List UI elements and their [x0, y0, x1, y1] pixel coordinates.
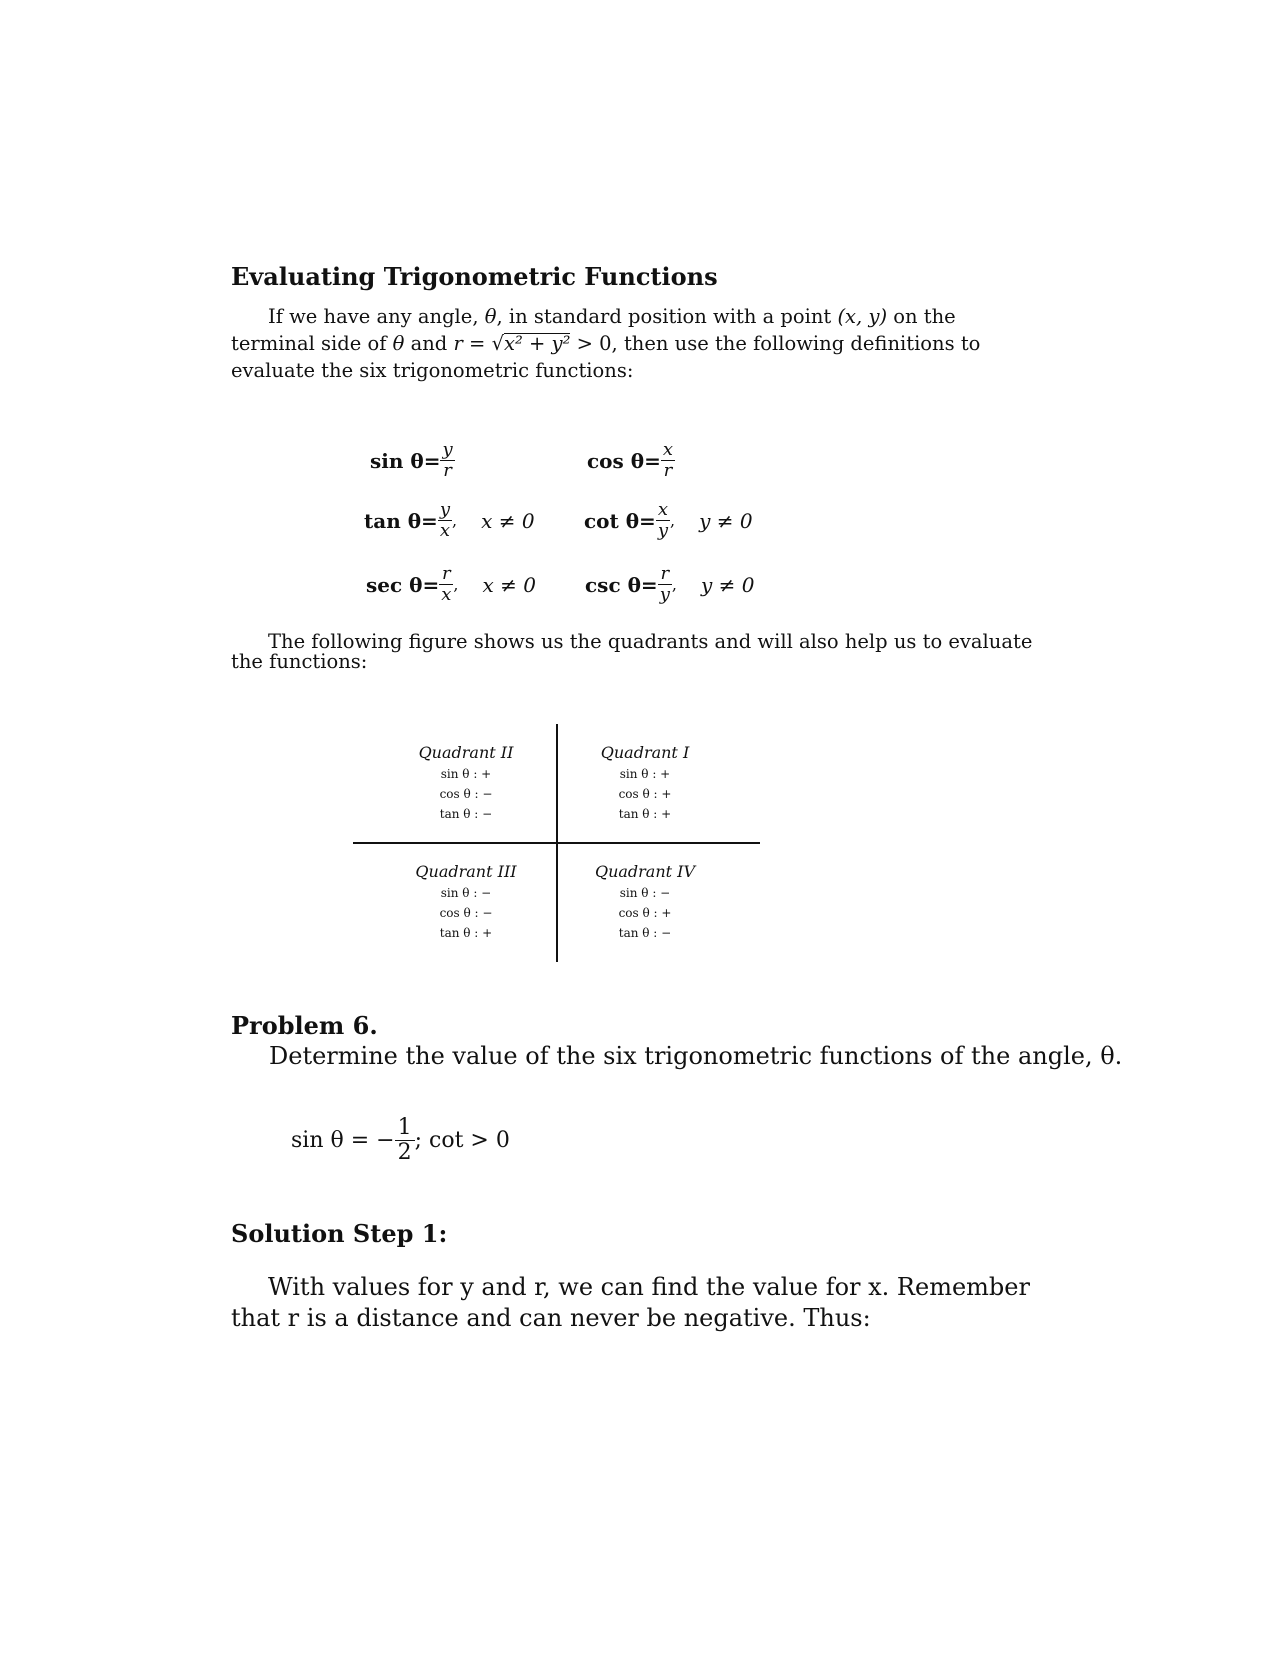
- quadrant-sin: sin θ : +: [619, 767, 671, 781]
- r-equals: r =: [453, 332, 492, 355]
- quadrant-cos: cos θ : −: [439, 906, 493, 920]
- solution-text: With values for y and r, we can find the value for x. Remember that r is a distance and can never be negative. Thus:: [231, 1273, 1030, 1332]
- equation-right: ; cot > 0: [414, 1128, 510, 1153]
- intro-paragraph: [231, 303, 1043, 384]
- sqrt-content: x² + y²: [504, 332, 571, 355]
- intro-text: , then use the following definitions to evaluate the six trigonometric functions:: [231, 332, 981, 382]
- condition: x ≠ 0: [482, 572, 536, 597]
- quadrant-title: Quadrant II: [418, 743, 514, 762]
- quadrant-tan: tan θ : +: [618, 807, 672, 821]
- definition-csc: csc θ= $\frac{r}{y}$ , y ≠ 0: [585, 563, 755, 605]
- fraction: $\frac{r}{y}$: [659, 563, 670, 605]
- definition-sin: [370, 440, 455, 481]
- condition: y ≠ 0: [699, 508, 753, 533]
- fraction: $\frac{y}{x}$: [439, 499, 450, 541]
- intro-text: , in standard position with a point: [496, 305, 838, 328]
- definition-sec: sec θ= $\frac{r}{x}$ , x ≠ 0: [366, 563, 536, 605]
- figure-intro: The following figure shows us the quadrants and will also help us to evaluate the functions:: [231, 630, 1033, 673]
- function-name: csc θ=: [585, 572, 658, 597]
- quadrant-sin: sin θ : +: [440, 767, 492, 781]
- fraction: $\frac{x}{y}$: [657, 499, 668, 541]
- definition-cot: cot θ= $\frac{x}{y}$ , y ≠ 0: [584, 499, 753, 541]
- function-name: sin θ=: [370, 448, 441, 473]
- fraction: $\frac{1}{2}$: [395, 1116, 415, 1165]
- fraction: $\frac{r}{x}$: [441, 563, 452, 605]
- quadrant-cos: cos θ : +: [618, 906, 672, 920]
- function-name: cos θ=: [587, 448, 661, 473]
- solution-title: Solution Step 1:: [231, 1219, 448, 1248]
- quadrant-iv: [570, 861, 720, 943]
- definition-cos: [587, 440, 675, 481]
- quadrant-sin: sin θ : −: [619, 886, 671, 900]
- intro-text: on the terminal side of: [231, 305, 956, 355]
- function-name: sec θ=: [366, 572, 440, 597]
- theta-symbol: θ: [392, 332, 405, 355]
- function-name: tan θ=: [364, 508, 438, 533]
- quadrant-cos: cos θ : +: [618, 787, 672, 801]
- function-name: cot θ=: [584, 508, 656, 533]
- quadrant-iii: [391, 861, 541, 943]
- intro-text: and: [404, 332, 454, 355]
- theta-symbol: θ: [484, 305, 497, 328]
- quadrant-tan: tan θ : −: [618, 926, 672, 940]
- problem-title: Problem 6.: [231, 1011, 378, 1040]
- fraction: $\frac{x}{r}$: [662, 439, 673, 481]
- definition-tan: tan θ= $\frac{y}{x}$ , x ≠ 0: [364, 499, 535, 541]
- quadrant-tan: tan θ : +: [439, 926, 493, 940]
- quadrant-ii: [391, 742, 541, 824]
- x-axis-line: [353, 842, 760, 844]
- sqrt-symbol: √: [491, 332, 504, 355]
- intro-text: If we have any angle,: [268, 305, 485, 328]
- condition: y ≠ 0: [700, 572, 755, 597]
- equation-left: sin θ = −: [291, 1128, 395, 1153]
- point-notation: (x, y): [837, 305, 888, 328]
- quadrant-cos: cos θ : −: [439, 787, 493, 801]
- fraction: $\frac{y}{r}$: [442, 439, 453, 481]
- quadrant-title: Quadrant I: [600, 743, 690, 762]
- condition: x ≠ 0: [481, 508, 535, 533]
- quadrant-title: Quadrant IV: [594, 862, 696, 881]
- quadrant-sin: sin θ : −: [440, 886, 492, 900]
- problem-equation: [291, 1116, 510, 1165]
- section-title: Evaluating Trigonometric Functions: [231, 262, 718, 291]
- problem-text: Determine the value of the six trigonometric functions of the angle, θ.: [269, 1042, 1123, 1070]
- inequality: > 0: [570, 332, 612, 355]
- quadrant-i: [570, 742, 720, 824]
- quadrant-tan: tan θ : −: [439, 807, 493, 821]
- quadrant-title: Quadrant III: [415, 862, 517, 881]
